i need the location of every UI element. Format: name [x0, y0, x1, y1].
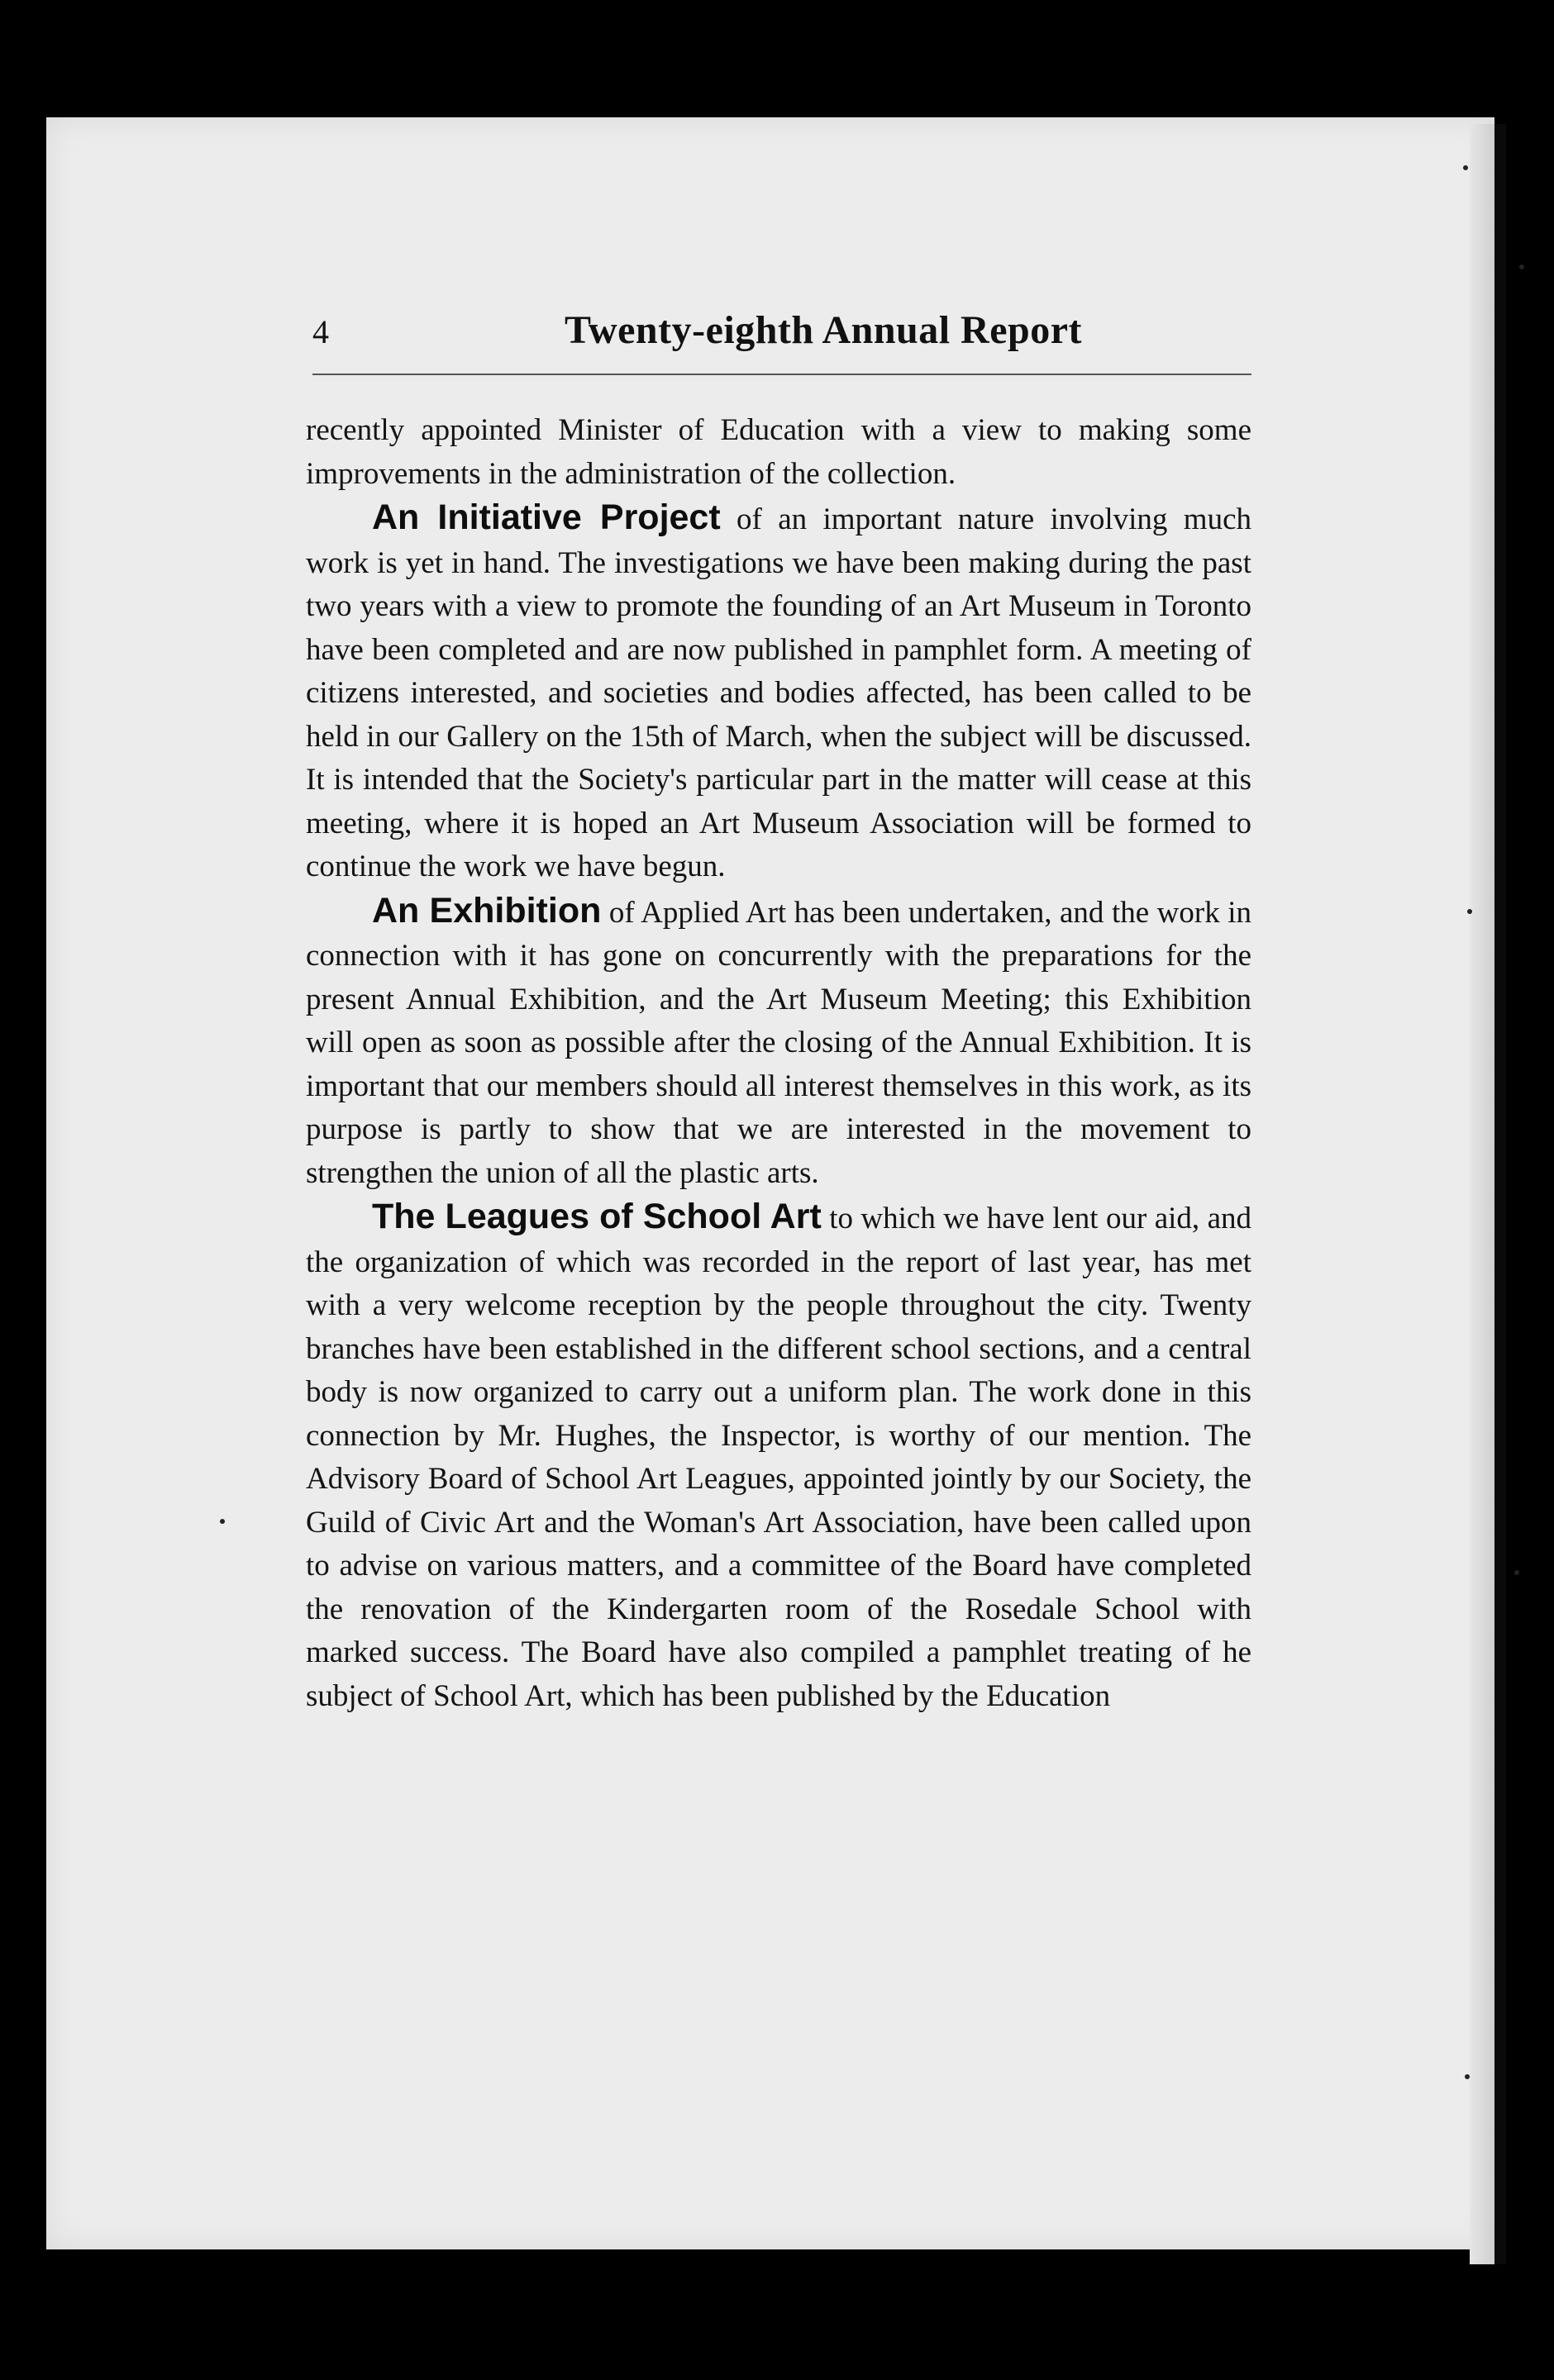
scan-speck: [1514, 1570, 1519, 1575]
paragraph-lead: An Initiative Project: [372, 497, 721, 537]
body-text: [306, 409, 1251, 1718]
paragraph-lead: An Exhibition: [372, 890, 602, 931]
paragraph-leagues-of-school-art: [306, 1195, 1251, 1718]
page-number: 4: [312, 313, 329, 350]
scan-speck: [1519, 264, 1524, 269]
paragraph-text: of an important nature involving much work is yet in hand. The investigations we have been making during the past two years with a view to promote the founding of an Art Museum in Toronto have been completed and are now published in pamphlet form. A meeting of citizens interested, and societies and bodies affected, has been called to be held in our Gallery on the 15th of March, when the subject will be discussed. It is intended that the Society's particular part in the matter will cease at this meeting, where it is hoped an Art Museum Association will be formed to continue the work we have begun.: [306, 502, 1251, 883]
paragraph-initiative-project: [306, 496, 1251, 889]
paragraph-lead: The Leagues of School Art: [372, 1197, 822, 1236]
book-spine: [1494, 124, 1506, 2264]
scan-speck: [220, 1519, 225, 1524]
scan-speck: [1463, 165, 1468, 170]
running-title: Twenty-eighth Annual Report: [565, 308, 1082, 352]
paragraph-text: to which we have lent our aid, and the organization of which was recorded in the report of last year, has met with a very welcome reception by the people throughout the city. Twenty branches have been established in the different school sections, and a central body is now organized to carry out a uniform plan. The work done in this connection by Mr. Hughes, the Inspector, is worthy of our mention. The Advisory Board of School Art Leagues, appointed jointly by our Society, the Guild of Civic Art and the Woman's Art Association, have been called upon to advise on various matters, and a committee of the Board have completed the renovation of the Kindergarten room of the Rosedale School with marked success. The Board have also compiled a pamphlet treating of he subject of School Art, which has been published by the Education: [306, 1202, 1251, 1713]
paragraph-text: recently appointed Minister of Education with a view to making some improvements in the administration of the collection.: [306, 413, 1251, 491]
paragraph-exhibition: [306, 889, 1251, 1196]
header-rule: [312, 374, 1251, 375]
paragraph-text: of Applied Art has been undertaken, and the work in connection with it has gone on concurrently with the preparations for the present Annual Exhibition, and the Art Museum Meeting; this Exhibition will open as soon as possible after the closing of the Annual Exhibition. It is important that our members should all interest themselves in this work, as its purpose is partly to show that we are interested in the movement to strengthen the union of all the plastic arts.: [306, 895, 1251, 1190]
page-gutter: [1470, 124, 1494, 2264]
paragraph-continuation: [306, 409, 1251, 496]
scan-speck: [1467, 909, 1472, 914]
page-header: [312, 307, 1251, 365]
scan-speck: [1465, 2074, 1470, 2079]
